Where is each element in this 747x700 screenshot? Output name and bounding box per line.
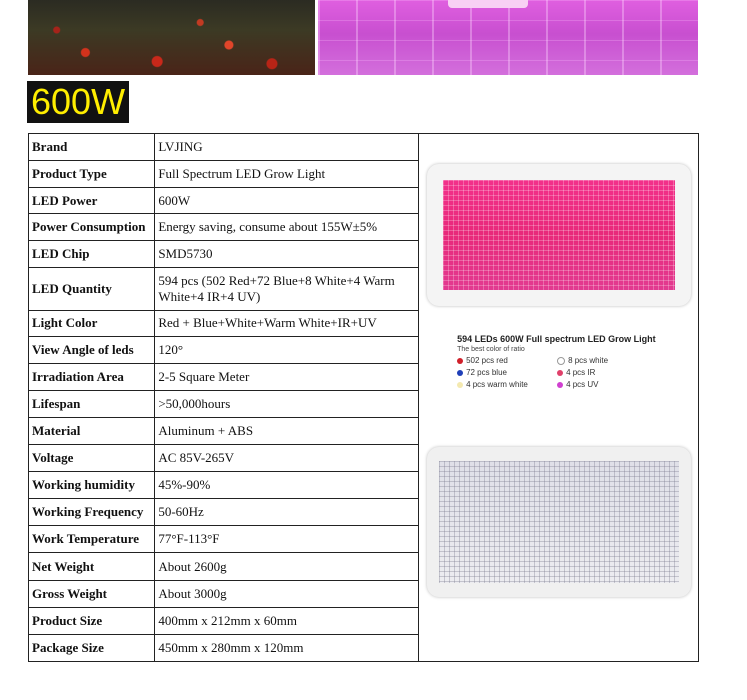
legend-grid — [457, 356, 697, 389]
spec-value: 400mm x 212mm x 60mm — [155, 607, 419, 634]
legend-title: 594 LEDs 600W Full spectrum LED Grow Light — [457, 334, 656, 344]
product-image-cell — [419, 134, 699, 662]
power-title: 600W — [27, 81, 129, 123]
spec-label: Gross Weight — [29, 580, 155, 607]
led-array-red — [443, 180, 675, 290]
legend-subtitle: The best color of ratio — [457, 346, 525, 353]
grow-lamp-shape — [448, 0, 528, 8]
spec-label: LED Quantity — [29, 268, 155, 310]
spec-row — [29, 134, 699, 161]
spec-value: 45%-90% — [155, 472, 419, 499]
grow-light-panel-lit — [427, 164, 691, 306]
color-dot-icon — [557, 357, 565, 365]
led-array-off — [439, 461, 679, 583]
legend-item — [557, 368, 667, 377]
spec-value: About 3000g — [155, 580, 419, 607]
legend-item-text: 72 pcs blue — [466, 368, 507, 377]
spec-label: Product Type — [29, 161, 155, 188]
greenhouse-photo — [318, 0, 698, 75]
legend-item-text: 4 pcs IR — [566, 368, 596, 377]
spec-value: 77°F-113°F — [155, 526, 419, 553]
spec-value: Aluminum + ABS — [155, 418, 419, 445]
spec-label: Net Weight — [29, 553, 155, 580]
spec-label: Product Size — [29, 607, 155, 634]
spec-value: 450mm x 280mm x 120mm — [155, 634, 419, 661]
spec-value: 50-60Hz — [155, 499, 419, 526]
spec-label: Light Color — [29, 310, 155, 336]
spec-label: Working Frequency — [29, 499, 155, 526]
spec-value: 594 pcs (502 Red+72 Blue+8 White+4 Warm White+4 IR+4 UV) — [155, 268, 419, 310]
color-dot-icon — [457, 382, 463, 388]
legend-item — [457, 368, 557, 377]
color-dot-icon — [557, 370, 563, 376]
legend-item — [457, 380, 557, 389]
spec-table — [28, 133, 699, 662]
spec-value: 2-5 Square Meter — [155, 363, 419, 390]
legend-item-text: 4 pcs warm white — [466, 380, 528, 389]
color-dot-icon — [457, 358, 463, 364]
legend-item — [557, 380, 667, 389]
spec-label: View Angle of leds — [29, 336, 155, 363]
spec-label: Material — [29, 418, 155, 445]
spec-label: Power Consumption — [29, 214, 155, 241]
legend-item — [557, 356, 667, 365]
legend-item — [457, 356, 557, 365]
spec-value: >50,000hours — [155, 390, 419, 417]
spec-label: Working humidity — [29, 472, 155, 499]
spec-value: LVJING — [155, 134, 419, 161]
spec-value: Red + Blue+White+Warm White+IR+UV — [155, 310, 419, 336]
led-ratio-legend — [457, 334, 697, 389]
legend-item-text: 8 pcs white — [568, 356, 609, 365]
spec-label: Package Size — [29, 634, 155, 661]
spec-label: Lifespan — [29, 390, 155, 417]
spec-label: LED Chip — [29, 241, 155, 268]
spec-label: Work Temperature — [29, 526, 155, 553]
grow-light-panel-off — [427, 447, 691, 597]
spec-label: Voltage — [29, 445, 155, 472]
spec-value: Energy saving, consume about 155W±5% — [155, 214, 419, 241]
color-dot-icon — [457, 370, 463, 376]
legend-item-text: 4 pcs UV — [566, 380, 599, 389]
spec-value: Full Spectrum LED Grow Light — [155, 161, 419, 188]
spec-label: Irradiation Area — [29, 363, 155, 390]
spec-value: 600W — [155, 188, 419, 214]
spec-label: Brand — [29, 134, 155, 161]
spec-label: LED Power — [29, 188, 155, 214]
product-images — [419, 134, 701, 661]
spec-value: 120° — [155, 336, 419, 363]
flower-field-photo — [28, 0, 315, 75]
legend-item-text: 502 pcs red — [466, 356, 508, 365]
spec-value: SMD5730 — [155, 241, 419, 268]
spec-value: AC 85V-265V — [155, 445, 419, 472]
spec-value: About 2600g — [155, 553, 419, 580]
color-dot-icon — [557, 382, 563, 388]
